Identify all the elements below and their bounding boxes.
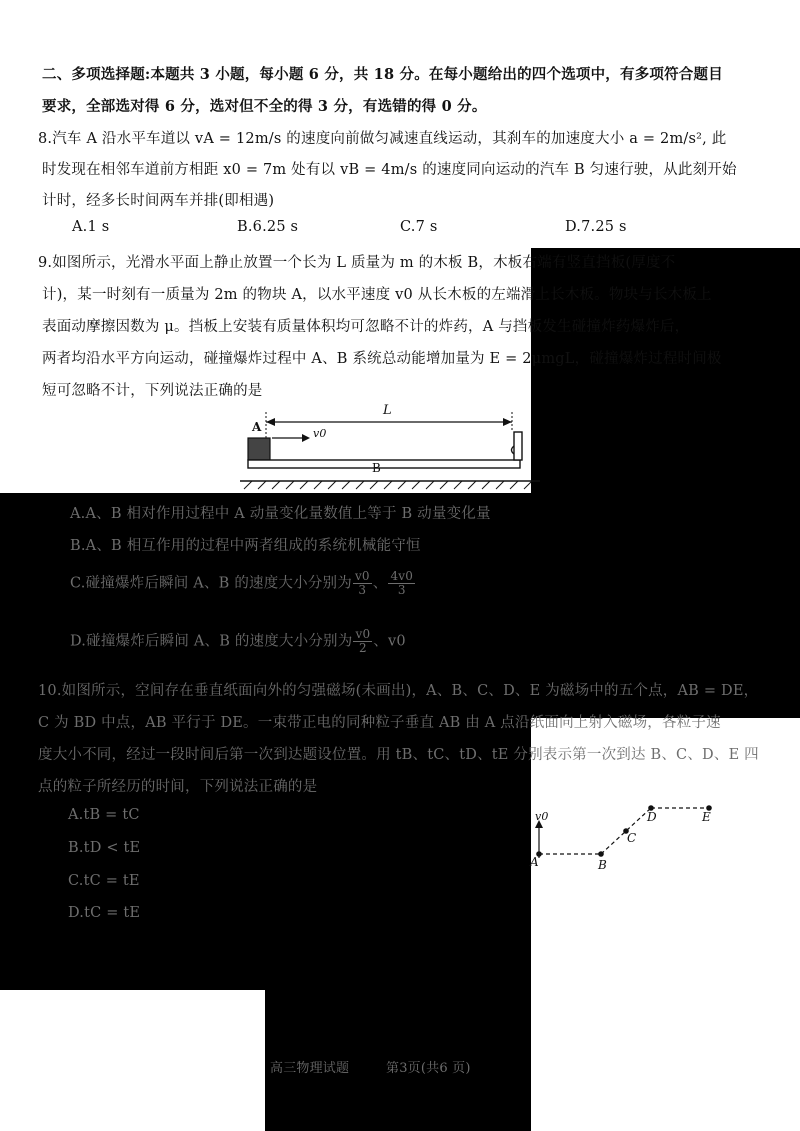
q10-figure-label-c: C: [627, 831, 637, 845]
q8-option-d: D.7.25 s: [565, 219, 627, 235]
footer-page-number: 第3页(共6 页): [386, 1061, 471, 1076]
q9-option-c-fraction1: $\frac{v0}{3}$: [354, 569, 370, 597]
q8-option-b: B.6.25 s: [237, 219, 299, 235]
q10-line2: C 为 BD 中点，AB 平行于 DE。一束带正电的同种粒子垂直 AB 由 A 点沿纸面向上射入磁场，各粒子速: [38, 715, 721, 731]
section-header-line1: 二、多项选择题:本题共 3 小题，每小题 6 分，共 18 分。在每小题给出的四个选项中，有多项符合题目: [42, 66, 723, 83]
q10-figure-label-b: B: [598, 858, 608, 872]
q10-option-b: B.tD < tE: [68, 840, 141, 856]
q9-option-b: B.A、B 相互作用的过程中两者组成的系统机械能守恒: [70, 538, 421, 554]
q9-option-d-tail: 、v0: [373, 633, 406, 650]
q8-line1: 8.汽车 A 沿水平车道以 vA = 12m/s 的速度向前做匀减速直线运动，其刹车的加速度大小 a = 2m/s², 此: [38, 131, 727, 147]
q8-option-c: C.7 s: [400, 219, 438, 235]
q9-line5: 短可忽略不计，下列说法正确的是: [42, 383, 263, 399]
q10-figure-label-v0: v0: [535, 810, 549, 823]
q8-line3: 计时，经多长时间两车并排(即相遇): [42, 193, 275, 209]
q9-line1: 9.如图所示，光滑水平面上静止放置一个长为 L 质量为 m 的木板 B，木板右端有竖直挡板(厚度不: [38, 255, 676, 271]
q8-option-a: A.1 s: [72, 219, 110, 235]
q9-option-a: A.A、B 相对作用过程中 A 动量变化量数值上等于 B 动量变化量: [70, 506, 491, 522]
q9-figure-label-v0: v0: [313, 427, 327, 440]
q10-option-c: C.tC = tE: [68, 873, 140, 889]
q10-points-figure: [525, 800, 725, 870]
q9-figure-label-l: L: [383, 403, 392, 418]
q9-figure-label-b: B: [372, 461, 382, 475]
mask-right-middle: [531, 493, 800, 553]
q9-line2: 计)，某一时刻有一质量为 2m 的物块 A，以水平速度 v0 从长木板的左端滑上长木板。物块与长木板上: [42, 287, 712, 303]
q10-figure-label-e: E: [702, 810, 711, 824]
q9-option-d-fraction1: $\frac{v0}{2}$: [355, 627, 371, 655]
q9-line4: 两者均沿水平方向运动，碰撞爆炸过程中 A、B 系统总动能增加量为 E = 2μmgL，碰撞爆炸过程时间极: [42, 351, 722, 367]
section-header-line2: 要求，全部选对得 6 分，选对但不全的得 3 分，有选错的得 0 分。: [42, 98, 487, 115]
q9-option-d-prefix: D.碰撞爆炸后瞬间 A、B 的速度大小分别为: [70, 633, 353, 650]
q8-line2: 时发现在相邻车道前方相距 x0 = 7m 处有以 vB = 4m/s 的速度同向运动的汽车 B 匀速行驶，从此刻开始: [42, 162, 737, 178]
q9-option-d: [70, 628, 406, 655]
q9-figure-label-a: A: [252, 420, 262, 434]
q10-figure-label-a: A: [530, 855, 539, 869]
point-b: [598, 851, 604, 857]
board-b: [248, 460, 520, 468]
footer-subject: 高三物理试题: [270, 1061, 350, 1076]
q9-option-c-separator: 、: [372, 575, 388, 592]
q10-line4: 点的粒子所经历的时间，下列说法正确的是: [38, 779, 318, 795]
q10-line1: 10.如图所示，空间存在垂直纸面向外的匀强磁场(未画出)，A、B、C、D、E 为磁场中的五个点，AB = DE，: [38, 683, 759, 699]
q10-figure-label-d: D: [647, 810, 657, 824]
block-a: [248, 438, 270, 460]
length-arrow-right-head: [503, 418, 512, 426]
q10-option-a: A.tB = tC: [68, 807, 140, 823]
baffle-plate: [514, 432, 522, 460]
ground-hatching: [244, 481, 532, 489]
q10-line3: 度大小不同，经过一段时间后第一次到达题设位置。用 tB、tC、tD、tE 分别表示第一次到达 B、C、D、E 四: [38, 747, 759, 763]
q9-option-c-fraction2: $\frac{4v0}{3}$: [390, 569, 414, 597]
velocity-arrow-head: [302, 434, 310, 442]
q9-option-c: [70, 570, 416, 597]
q9-option-c-prefix: C.碰撞爆炸后瞬间 A、B 的速度大小分别为: [70, 575, 352, 592]
length-arrow-left-head: [266, 418, 275, 426]
q10-option-d: D.tC = tE: [68, 905, 141, 921]
q9-line3: 表面动摩擦因数为 μ。挡板上安装有质量体积均可忽略不计的炸药，A 与挡板发生碰撞炸药爆炸后，: [42, 319, 690, 335]
